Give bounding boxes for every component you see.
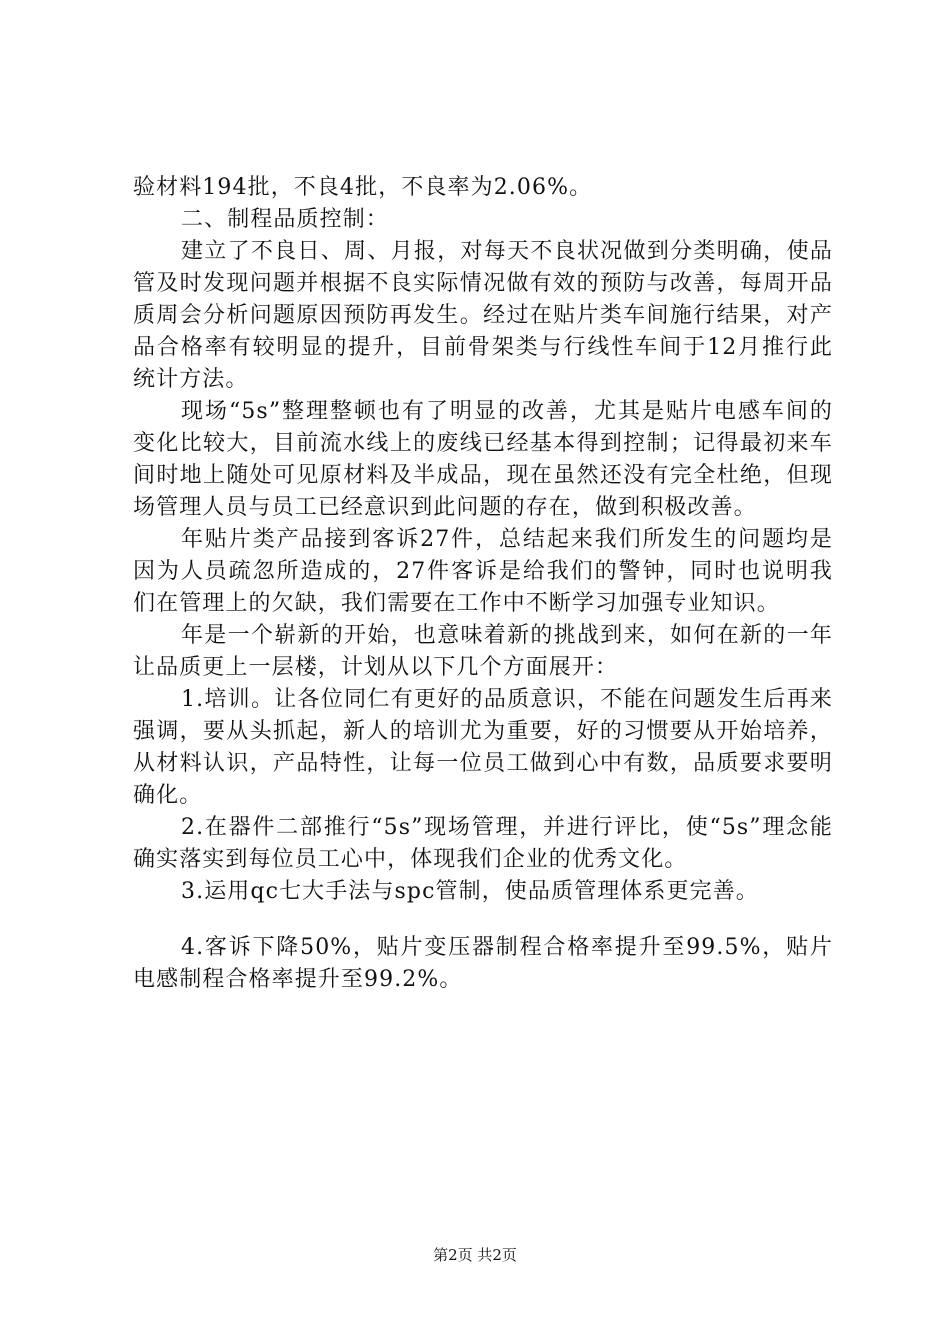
document-body — [133, 172, 833, 996]
plan-item-qc-spc: 3.运用qc七大手法与spc管制，使品质管理体系更完善。 — [181, 879, 759, 904]
paragraph-customer-complaints: 年贴片类产品接到客诉27件，总结起来我们所发生的问题均是因为人员疏忽所造成的，27件客诉是给我们的警钟，同时也说明我们在管理上的欠缺，我们需要在工作中不断学习加强专业知识。 — [133, 527, 833, 616]
page-number-footer: 第2页 共2页 — [433, 1246, 517, 1264]
plan-item-targets: 4.客诉下降50%，贴片变压器制程合格率提升至99.5%，贴片电感制程合格率提升至99.2%。 — [133, 935, 833, 992]
plan-item-training: 1.培训。让各位同仁有更好的品质意识，不能在问题发生后再来强调，要从头抓起，新人的培训尤为重要，好的习惯要从开始培养，从材料认识，产品特性，让每一位员工做到心中有数，品质要求要明确化。 — [133, 687, 833, 808]
section-heading-process-quality: 二、制程品质控制： — [181, 207, 389, 232]
paragraph-new-year-plan: 年是一个崭新的开始，也意味着新的挑战到来，如何在新的一年让品质更上一层楼，计划从以下几个方面展开： — [133, 623, 833, 680]
paragraph-materials-summary: 验材料194批，不良4批，不良率为2.06%。 — [133, 175, 593, 200]
paragraph-5s-improvement: 现场“5s”整理整顿也有了明显的改善，尤其是贴片电感车间的变化比较大，目前流水线上的废线已经基本得到控制；记得最初来车间时地上随处可见原材料及半成品，现在虽然还没有完全杜绝，但现场管理人员与员工已经意识到此问题的存在，做到积极改善。 — [133, 399, 833, 520]
paragraph-defect-reports: 建立了不良日、周、月报，对每天不良状况做到分类明确，使品管及时发现问题并根据不良实际情况做有效的预防与改善，每周开品质周会分析问题原因预防再发生。经过在贴片类车间施行结果，对产品合格率有较明显的提升，目前骨架类与行线性车间于12月推行此统计方法。 — [133, 239, 833, 392]
plan-item-5s-management: 2.在器件二部推行“5s”现场管理，并进行评比，使“5s”理念能确实落实到每位员工心中，体现我们企业的优秀文化。 — [133, 815, 833, 872]
